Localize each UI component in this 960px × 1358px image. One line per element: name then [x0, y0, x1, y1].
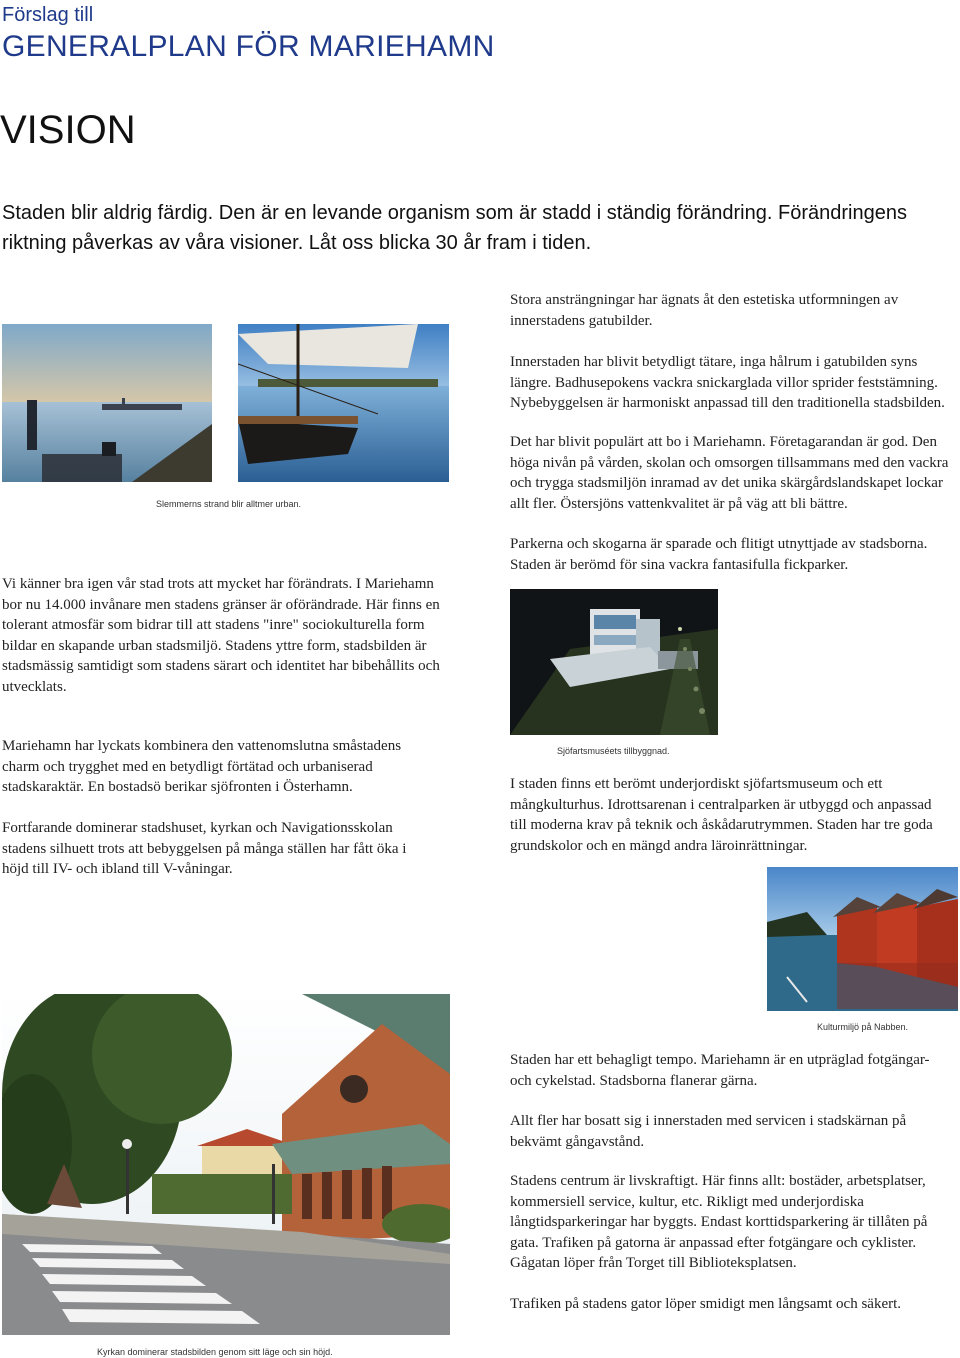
caption-boathouses: Kulturmiljö på Nabben. — [817, 1022, 909, 1032]
paragraph-recognize: Vi känner bra igen vår stad trots att mycket har förändrats. I Mariehamn bor nu 14.000 invånare men stadens gränser är oförändrade. Här finns en tolerant atmosfär som bidrar till att stadens "inre" sociokulturella form bildar en skapande urban stadsmiljö. Stadens yttre form, stadsbilden är stadsmässig samtidigt som stadens särart och identitet har bibehållits och utvecklats. — [2, 576, 440, 695]
paragraph-residents: Allt fler har bosatt sig i innerstaden med servicen i stadskärnan på bekvämt gångavstånd. — [510, 1113, 907, 1150]
section-heading: VISION — [0, 108, 136, 152]
pre-title: Förslag till — [2, 4, 94, 26]
sailboat-photo — [238, 324, 449, 482]
paragraph-parks: Parkerna och skogarna är sparade och flitigt utnyttjade av stadsborna. Staden är berömd för sina vackra fantasifulla fickparker. — [510, 536, 928, 573]
paragraph-living: Det har blivit populärt att bo i Mariehamn. Företagarandan är god. Den höga nivån på vården, skolan och omsorgen tillsammans med den vackra och trygga stadsmiljön inramad av det unika skärgårdslandskapet lockar allt fler. Östersjöns vattenkvalitet är på väg att bli bättre. — [510, 434, 949, 512]
boathouses-photo — [767, 867, 958, 1011]
paragraph-streetscape: Stora ansträngningar har ägnats åt den estetiska utformningen av innerstadens gatubilder. — [510, 292, 899, 329]
paragraph-centre: Stadens centrum är livskraftigt. Här finns allt: bostäder, arbetsplatser, kommersiell service, kultur, etc. Rikligt med underjordiska långtidsparkeringar har byggts. Endast korttidsparkering är tillåten på gata. Trafiken på gatorna är anpassad efter fotgängare och cyklister. Gågatan löper från Torget till Biblioteksplatsen. — [510, 1173, 928, 1271]
caption-museum: Sjöfartsmuséets tillbyggnad. — [557, 746, 670, 756]
paragraph-inner-city: Innerstaden har blivit betydligt tätare, inga hålrum i gatubilden syns längre. Badhusepokens vackra snickarglada villor sprider feststämning. Nybebyggelsen är harmoniskt anpassad till den traditionella stadsbilden. — [510, 354, 945, 411]
caption-church: Kyrkan dominerar stadsbilden genom sitt läge och sin höjd. — [97, 1347, 333, 1357]
paragraph-charm: Mariehamn har lyckats kombinera den vattenomslutna småstadens charm och trygghet med en betydligt förtätad och urbaniserad stadskaraktär. En bostadsö berikar sjöfronten i Österhamn. — [2, 738, 402, 795]
caption-harbor: Slemmerns strand blir alltmer urban. — [156, 499, 302, 509]
intro-paragraph: Staden blir aldrig färdig. Den är en levande organism som är stadd i ständig förändring. Förändringens riktning påverkas av våra visioner. Låt oss blicka 30 år fram i tiden. — [2, 202, 907, 254]
harbor-photo — [2, 324, 212, 482]
paragraph-tempo: Staden har ett behagligt tempo. Mariehamn är en utpräglad fotgängar- och cykelstad. Stadsborna flanerar gärna. — [510, 1052, 930, 1089]
page-title: GENERALPLAN FÖR MARIEHAMN — [2, 30, 495, 63]
paragraph-traffic: Trafiken på stadens gator löper smidigt men långsamt och säkert. — [510, 1296, 902, 1312]
church-photo — [2, 994, 450, 1335]
paragraph-silhouette: Fortfarande dominerar stadshuset, kyrkan och Navigationsskolan stadens silhuett trots att bebyggelsen på många ställen har fått öka i höjd till IV- och ibland till V-våningar. — [2, 820, 407, 877]
paragraph-museum: I staden finns ett berömt underjordiskt sjöfartsmuseum och ett mångkulturhus. Idrottsarenan i centralparken är utbyggd och anpassad till moderna krav på teknik och åskådarutrymmen. Staden har tre goda grundskolor och en mängd andra läroinrättningar. — [510, 776, 933, 854]
museum-render — [510, 589, 718, 735]
